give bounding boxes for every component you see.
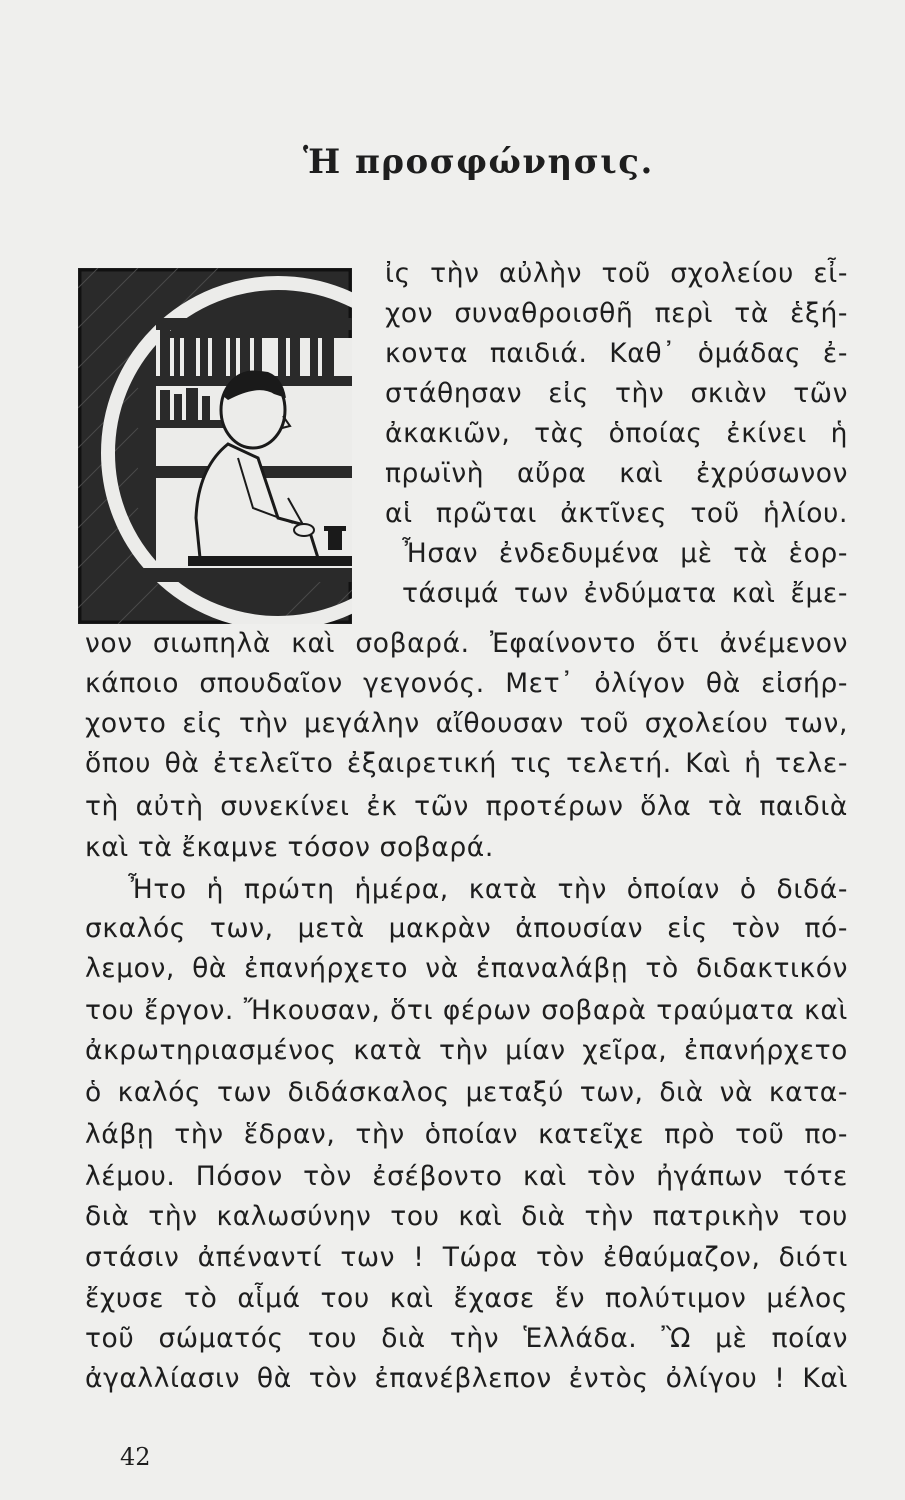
text-line: τοῦ σώματός του διὰ τὴν Ἑλλάδα. Ὢ μὲ ποίαν bbox=[85, 1323, 848, 1354]
text-line: ὁ καλός των διδάσκαλος μεταξύ των, διὰ νὰ κατα- bbox=[85, 1077, 848, 1108]
text-line: χον συναθροισθῆ περὶ τὰ ἑξή- bbox=[385, 298, 848, 329]
page-title: Ἡ προσφώνησις. bbox=[303, 142, 654, 182]
text-line: τὴ αὐτὴ συνεκίνει ἐκ τῶν προτέρων ὅλα τὰ παιδιὰ bbox=[85, 791, 848, 822]
text-line: στάσιν ἀπέναντί των ! Τώρα τὸν ἐθαύμαζον, διότι bbox=[85, 1242, 848, 1273]
text-line: στάθησαν εἰς τὴν σκιὰν τῶν bbox=[385, 378, 848, 409]
text-line: διὰ τὴν καλωσύνην του καὶ διὰ τὴν πατρικὴν του bbox=[85, 1201, 848, 1232]
text-line: κοντα παιδιά. Καθ᾽ ὁμάδας ἐ- bbox=[385, 338, 848, 369]
boy-writing-illustration-icon bbox=[78, 268, 352, 624]
text-line: χοντο εἰς τὴν μεγάλην αἴθουσαν τοῦ σχολείου των, bbox=[85, 708, 848, 739]
text-line: λεμον, θὰ ἐπανήρχετο νὰ ἐπαναλάβῃ τὸ διδακτικόν bbox=[85, 953, 848, 984]
text-line: ὅπου θὰ ἐτελεῖτο ἐξαιρετική τις τελετή. Καὶ ἡ τελε- bbox=[85, 748, 848, 779]
text-line: Ἦτο ἡ πρώτη ἡμέρα, κατὰ τὴν ὁποίαν ὁ διδά- bbox=[128, 874, 848, 905]
text-line: ἰς τὴν αὐλὴν τοῦ σχολείου εἶ- bbox=[385, 258, 848, 289]
text-line: σκαλός των, μετὰ μακρὰν ἀπουσίαν εἰς τὸν πό- bbox=[85, 913, 848, 944]
text-line: λάβῃ τὴν ἕδραν, τὴν ὁποίαν κατεῖχε πρὸ τοῦ πο- bbox=[85, 1119, 848, 1150]
text-line: αἱ πρῶται ἀκτῖνες τοῦ ἡλίου. bbox=[385, 498, 848, 529]
text-line: καὶ τὰ ἔκαμνε τόσον σοβαρά. bbox=[85, 832, 494, 863]
text-line: ἀκακιῶν, τὰς ὁποίας ἐκίνει ἡ bbox=[385, 418, 848, 449]
text-line: ἔχυσε τὸ αἷμά του καὶ ἔχασε ἕν πολύτιμον μέλος bbox=[85, 1283, 848, 1314]
text-line: νον σιωπηλὰ καὶ σοβαρά. Ἐφαίνοντο ὅτι ἀνέμενον bbox=[85, 628, 848, 659]
page-number: 42 bbox=[120, 1443, 151, 1471]
drop-cap-illustration bbox=[78, 268, 352, 624]
text-line: πρωϊνὴ αὔρα καὶ ἐχρύσωνον bbox=[385, 458, 848, 489]
text-line: Ἦσαν ἐνδεδυμένα μὲ τὰ ἑορ- bbox=[402, 538, 848, 569]
text-line: του ἔργον. Ἤκουσαν, ὅτι φέρων σοβαρὰ τραύματα καὶ bbox=[85, 995, 848, 1026]
text-line: λέμου. Πόσον τὸν ἐσέβοντο καὶ τὸν ἠγάπων τότε bbox=[85, 1161, 848, 1192]
text-line: τάσιμά των ἐνδύματα καὶ ἔμε- bbox=[402, 578, 848, 609]
text-line: κάποιο σπουδαῖον γεγονός. Μετ᾽ ὀλίγον θὰ εἰσήρ- bbox=[85, 668, 848, 699]
text-line: ἀγαλλίασιν θὰ τὸν ἐπανέβλεπον ἐντὸς ὀλίγου ! Καὶ bbox=[85, 1363, 848, 1394]
text-line: ἀκρωτηριασμένος κατὰ τὴν μίαν χεῖρα, ἐπανήρχετο bbox=[85, 1035, 848, 1066]
